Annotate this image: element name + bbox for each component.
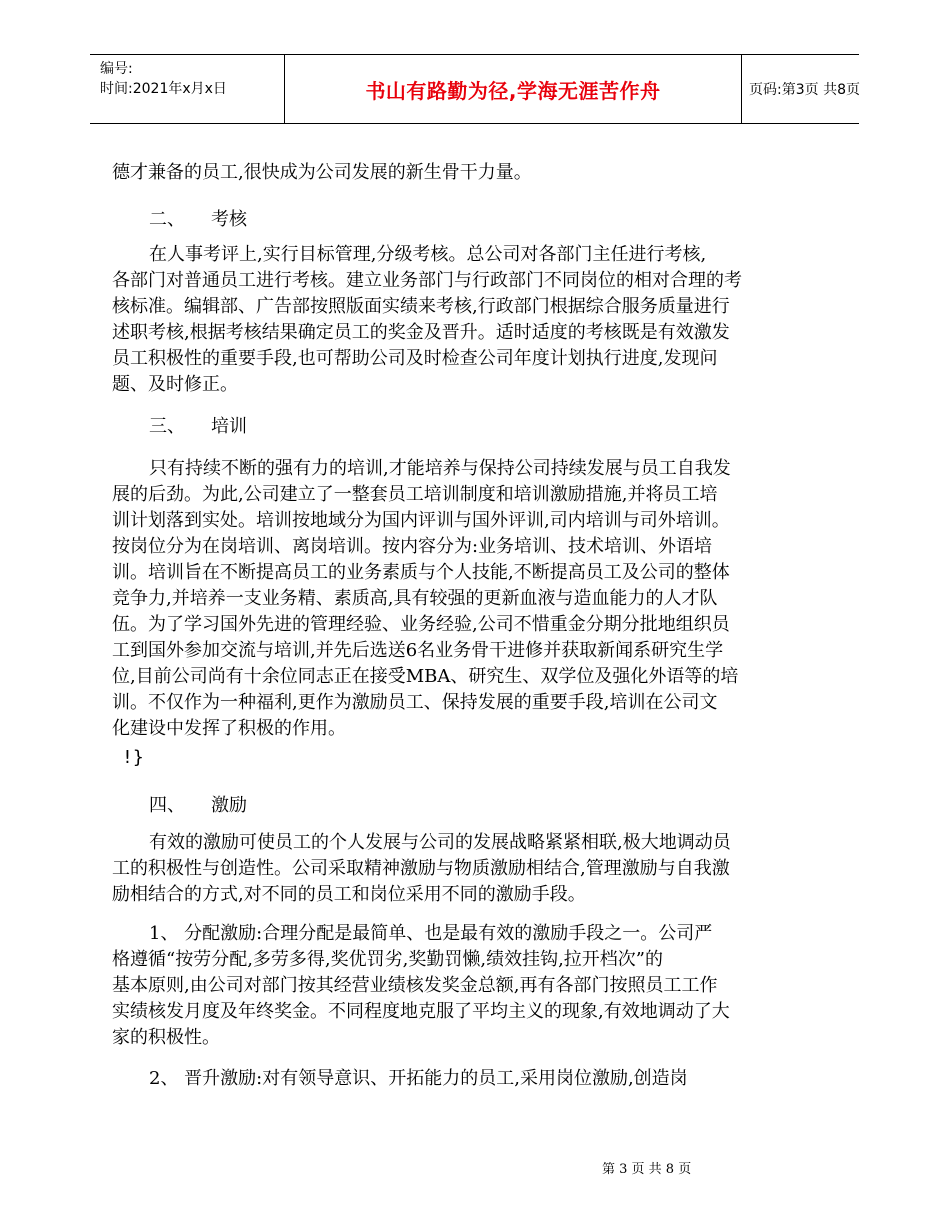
body-line: 励相结合的方式,对不同的员工和岗位采用不同的激励手段。 xyxy=(112,884,586,905)
body-line: 德才兼备的员工,很快成为公司发展的新生骨干力量。 xyxy=(112,162,532,183)
body-line: 实绩核发月度及年终奖金。不同程度地克服了平均主义的现象,有效地调动了大 xyxy=(112,1001,730,1022)
page-footer: 第 3 页 共 8 页 xyxy=(602,1162,692,1177)
body-line: 有效的激励可使员工的个人发展与公司的发展战略紧紧相联,极大地调动员 xyxy=(149,832,731,853)
header-page-cell xyxy=(742,55,859,123)
section-number: 二、 xyxy=(149,209,185,230)
body-line: 1、 分配激励:合理分配是最简单、也是最有效的激励手段之一。公司严 xyxy=(149,923,713,944)
header-motto-cell xyxy=(284,55,742,123)
header-meta-cell xyxy=(90,55,284,123)
body-line: 题、及时修正。 xyxy=(112,374,238,395)
body-line: 员工积极性的重要手段,也可帮助公司及时检查公司年度计划执行进度,发现问 xyxy=(112,348,718,369)
number-label: 编号: xyxy=(100,61,133,77)
body-line: 伍。为了学习国外先进的管理经验、业务经验,公司不惜重金分期分批地组织员 xyxy=(112,614,730,635)
body-line: 述职考核,根据考核结果确定员工的奖金及晋升。适时适度的考核既是有效激发 xyxy=(112,322,730,343)
section-title: 培训 xyxy=(211,416,247,437)
section-heading-incentive xyxy=(149,791,247,817)
body-line: 只有持续不断的强有力的培训,才能培养与保持公司持续发展与员工自我发 xyxy=(149,458,731,479)
header-page-info: 页码:第3页 共8页 xyxy=(749,82,860,98)
header-motto: 书山有路勤为径,学海无涯苦作舟 xyxy=(365,78,661,103)
body-line: 格遵循“按劳分配,多劳多得,奖优罚劣,奖勤罚懒,绩效挂钩,拉开档次”的 xyxy=(112,949,664,970)
body-line: 竞争力,并培养一支业务精、素质高,具有较强的更新血液与造血能力的人才队 xyxy=(112,588,718,609)
time-label: 时间:2021年x月x日 xyxy=(100,81,227,97)
body-line: 工到国外参加交流与培训,并先后选送6名业务骨干进修并获取新闻系研究生学 xyxy=(112,640,724,661)
section-heading-training xyxy=(149,412,247,438)
body-line: 核标准。编辑部、广告部按照版面实绩来考核,行政部门根据综合服务质量进行 xyxy=(112,296,730,317)
body-line: 展的后劲。为此,公司建立了一整套员工培训制度和培训激励措施,并将员工培 xyxy=(112,484,718,505)
body-line: 训。培训旨在不断提高员工的业务素质与个人技能,不断提高员工及公司的整体 xyxy=(112,562,730,583)
section-heading-assessment xyxy=(149,205,247,231)
section-number: 四、 xyxy=(149,795,185,816)
body-line: 化建设中发挥了积极的作用。 xyxy=(112,718,346,739)
section-title: 激励 xyxy=(211,795,247,816)
body-line: 在人事考评上,实行目标管理,分级考核。总公司对各部门主任进行考核, xyxy=(149,244,707,265)
body-line: 按岗位分为在岗培训、离岗培训。按内容分为:业务培训、技术培训、外语培 xyxy=(112,536,713,557)
body-line: 各部门对普通员工进行考核。建立业务部门与行政部门不同岗位的相对合理的考 xyxy=(112,270,742,291)
body-line: 基本原则,由公司对部门按其经营业绩核发奖金总额,再有各部门按照员工工作 xyxy=(112,975,718,996)
section-title: 考核 xyxy=(211,209,247,230)
stray-mark: !} xyxy=(122,747,144,768)
body-line: 家的积极性。 xyxy=(112,1027,220,1048)
body-line: 2、 晋升激励:对有领导意识、开拓能力的员工,采用岗位激励,创造岗 xyxy=(149,1068,688,1089)
body-line: 工的积极性与创造性。公司采取精神激励与物质激励相结合,管理激励与自我激 xyxy=(112,858,730,879)
body-line: 位,目前公司尚有十余位同志正在接受MBA、研究生、双学位及强化外语等的培 xyxy=(112,666,739,687)
body-line: 训计划落到实处。培训按地域分为国内评训与国外评训,司内培训与司外培训。 xyxy=(112,510,730,531)
section-number: 三、 xyxy=(149,416,185,437)
document-header xyxy=(90,54,859,124)
body-line: 训。不仅作为一种福利,更作为激励员工、保持发展的重要手段,培训在公司文 xyxy=(112,692,718,713)
